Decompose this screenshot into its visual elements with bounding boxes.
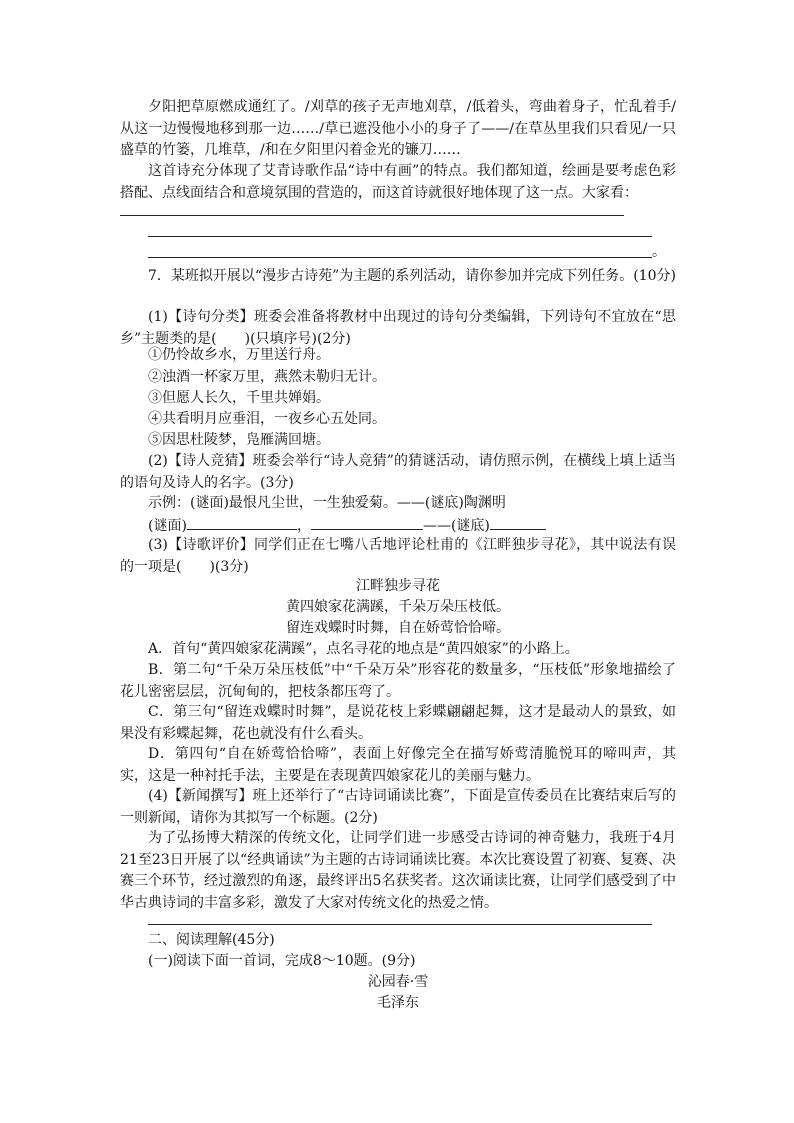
q7-sub2-stem: (2)【诗人竞猜】班委会举行“诗人竞猜”的猜谜活动，请仿照示例，在横线上填上适当的语句及诗人的名字。(3分) xyxy=(120,453,676,491)
riddle-comma: ， xyxy=(296,518,311,534)
answer-blank[interactable] xyxy=(490,515,546,530)
sub3-poem-line-2: 留连戏蝶时时舞，自在娇莺恰恰啼。 xyxy=(286,620,510,636)
answer-end-mark: 。 xyxy=(652,244,666,260)
q7-sub1-stem: (1)【诗句分类】班委会准备将教材中出现过的诗句分类编辑，下列诗句不宜放在“思乡”主题类的是( )(只填序号)(2分) xyxy=(120,309,676,347)
answer-label: ——(谜底) xyxy=(422,518,490,534)
sub3-option-c: C．第三句“留连戏蝶时时舞”，是说花枝上彩蝶翩翩起舞，这才是最动人的景致，如果没有彩蝶起舞，花也就没有什么看头。 xyxy=(120,704,676,742)
q7-sub1-option-1: ①仍怜故乡水，万里送行舟。 xyxy=(148,347,330,363)
q7-sub3-stem: (3)【诗歌评价】同学们正在七嘴八舌地评论杜甫的《江畔独步寻花》，其中说法有误的一项是( )(3分) xyxy=(120,537,676,575)
q7-sub1-option-2: ②浊酒一杯家万里，燕然未勒归无计。 xyxy=(148,369,386,385)
riddle-blank-1[interactable] xyxy=(187,515,297,530)
sub3-poem-line-1: 黄四娘家花满蹊，千朵万朵压枝低。 xyxy=(286,599,510,615)
sub3-option-d: D．第四句“自在娇莺恰恰啼”，表面上好像完全在描写娇莺清脆悦耳的啼叫声，其实，这是一种衬托手法，主要是在表现黄四娘家花儿的美丽与魅力。 xyxy=(120,746,676,784)
section2-part1: (一)阅读下面一首词，完成8～10题。(9分) xyxy=(148,953,416,969)
q7-sub2-example: 示例：(谜面)最恨凡尘世，一生独爱菊。——(谜底)陶渊明 xyxy=(148,495,506,511)
riddle-blank-2[interactable] xyxy=(311,515,423,530)
q7-sub1-option-3: ③但愿人长久，千里共婵娟。 xyxy=(148,390,330,406)
section2-heading: 二、阅读理解(45分) xyxy=(148,932,275,948)
sub3-poem-title: 江畔独步寻花 xyxy=(356,578,440,594)
sub3-option-a: A．首句“黄四娘家花满蹊”，点名寻花的地点是“黄四娘家”的小路上。 xyxy=(148,641,579,657)
headline-answer-line[interactable] xyxy=(148,924,652,925)
answer-line-1 xyxy=(120,215,624,216)
q7-sub1-option-5: ⑤因思杜陵梦，凫雁满回塘。 xyxy=(148,432,330,448)
section2-poem-author: 毛泽东 xyxy=(377,995,419,1011)
poem-excerpt: 夕阳把草原燃成通红了。/刈草的孩子无声地刈草，/低着头，弯曲着身子，忙乱着手/从这一边慢慢地移到那一边……/草已遮没他小小的身子了——/在草丛里我们只看见/一只盛草的竹篓，几堆草，/和在夕阳里闪着金光的镰刀…… xyxy=(120,99,676,158)
q7-sub1-option-4: ④共看明月应垂泪，一夜乡心五处同。 xyxy=(148,411,386,427)
sub3-option-b: B．第二句“千朵万朵压枝低”中“千朵万朵”形容花的数量多，“压枝低”形象地描绘了花儿密密层层，沉甸甸的，把枝条都压弯了。 xyxy=(120,662,676,700)
answer-line-3 xyxy=(148,257,652,258)
q7-sub4-stem: (4)【新闻撰写】班上还举行了“古诗词诵读比赛”，下面是宣传委员在比赛结束后写的一则新闻，请你为其拟写一个标题。(2分) xyxy=(120,788,676,826)
riddle-label: (谜面) xyxy=(148,518,187,534)
q7-sub4-news: 为了弘扬博大精深的传统文化，让同学们进一步感受古诗词的神奇魅力，我班于4月21至23日开展了以“经典诵读”为主题的古诗词诵读比赛。本次比赛设置了初赛、复赛、决赛三个环节，经过激烈的角逐，最终评出5名获奖者。这次诵读比赛，让同学们感受到了中华古典诗词的丰富多彩，激发了大家对传统文化的热爱之情。 xyxy=(120,830,676,911)
section2-poem-title: 沁园春·雪 xyxy=(367,974,429,990)
analysis-paragraph: 这首诗充分体现了艾青诗歌作品“诗中有画”的特点。我们都知道，绘画是要考虑色彩搭配、点线面结合和意境氛围的营造的，而这首诗就很好地体现了这一点。大家看： xyxy=(120,163,676,201)
q7-stem: 7．某班拟开展以“漫步古诗苑”为主题的系列活动，请你参加并完成下列任务。(10分) xyxy=(148,268,676,284)
answer-line-2 xyxy=(148,236,652,237)
